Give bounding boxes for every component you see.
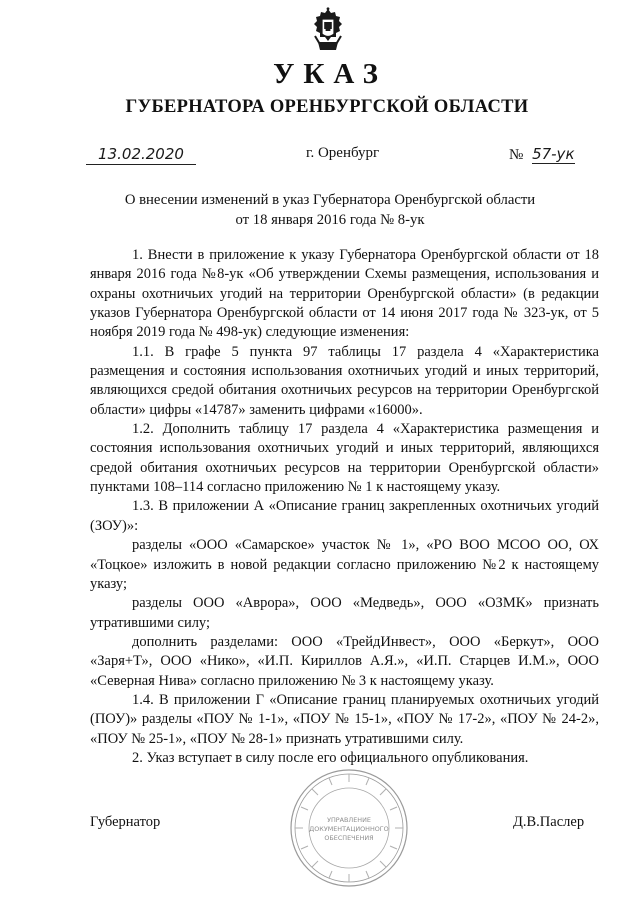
decree-date-field xyxy=(86,145,196,165)
body-paragraph-1-2: 1.2. Дополнить таблицу 17 раздела 4 «Характеристика размещения и состояния использования охотничьих угодий и иных территорий, являющихся средой обитания охотничьих ресурсов на территории Оренбургской области» пунктами 108–114 согласно приложению № 1 к настоящему указу. xyxy=(90,421,599,496)
decree-city: г. Оренбург xyxy=(306,145,380,161)
signature-name: Д.В.Паслер xyxy=(513,814,585,830)
body-paragraph-1-3-c: дополнить разделами: ООО «ТрейдИнвест», ООО «Беркут», ООО «Заря+Т», ООО «Нико», «И.П. Кириллов А.Я.», «И.П. Старцев И.М.», ООО «Северная Нива» согласно приложению № 3 к настоящему указу. xyxy=(90,633,599,689)
decree-number-label: № xyxy=(509,147,524,163)
decree-body xyxy=(90,246,599,768)
decree-title: УКАЗ xyxy=(273,58,387,90)
svg-text:ДОКУМЕНТАЦИОННОГО: ДОКУМЕНТАЦИОННОГО xyxy=(309,825,389,833)
coat-of-arms-icon xyxy=(308,6,348,56)
svg-text:ОБЕСПЕЧЕНИЯ: ОБЕСПЕЧЕНИЯ xyxy=(324,834,374,842)
official-seal-icon xyxy=(288,767,410,889)
decree-number-field xyxy=(509,145,587,164)
subject-line-2: от 18 января 2016 года № 8-ук xyxy=(235,212,425,228)
body-paragraph-1-3: 1.3. В приложении А «Описание границ закрепленных охотничьих угодий (ЗОУ)»: xyxy=(90,498,599,534)
body-paragraph-1-1: 1.1. В графе 5 пункта 97 таблицы 17 раздела 4 «Характеристика размещения и состояния использования охотничьих угодий и иных территорий, являющихся средой обитания охотничьих ресурсов на территории Оренбургской области» цифры «14787» заменить цифрами «16000». xyxy=(90,343,599,418)
decree-number: 57-ук xyxy=(532,145,575,163)
svg-text:УПРАВЛЕНИЕ: УПРАВЛЕНИЕ xyxy=(327,816,371,824)
subject-line-1: О внесении изменений в указ Губернатора Оренбургской области xyxy=(124,192,536,208)
decree-date: 13.02.2020 xyxy=(98,145,184,163)
decree-subtitle: ГУБЕРНАТОРА ОРЕНБУРГСКОЙ ОБЛАСТИ xyxy=(125,97,529,117)
signature-position: Губернатор xyxy=(90,814,161,830)
body-paragraph-1-4: 1.4. В приложении Г «Описание границ планируемых охотничьих угодий (ПОУ)» разделы «ПОУ № 1-1», «ПОУ № 15-1», «ПОУ № 17-2», «ПОУ № 24-2», «ПОУ № 25-1», «ПОУ № 28-1» признать утратившими силу. xyxy=(90,691,599,747)
body-paragraph-1-3-a: разделы «ООО «Самарское» участок № 1», «РО ВОО МСОО ОО, ОХ «Тоцкое» изложить в новой редакции согласно приложению №2 к настоящему указу; xyxy=(90,537,599,592)
decree-subject xyxy=(80,190,580,230)
body-paragraph-1-3-b: разделы ООО «Аврора», ООО «Медведь», ООО «ОЗМК» признать утратившими силу; xyxy=(90,595,599,631)
body-paragraph-2: 2. Указ вступает в силу после его официального опубликования. xyxy=(132,749,529,766)
body-paragraph-1: 1. Внести в приложение к указу Губернатора Оренбургской области от 18 января 2016 года №8-ук «Об утверждении Схемы размещения, использования и охраны охотничьих угодий на территории Оренбургской области» (в редакции указов Губернатора Оренбургской области от 14 июня 2017 года № 323-ук, от 5 ноября 2019 года № 498-ук) следующие изменения: xyxy=(90,247,599,341)
